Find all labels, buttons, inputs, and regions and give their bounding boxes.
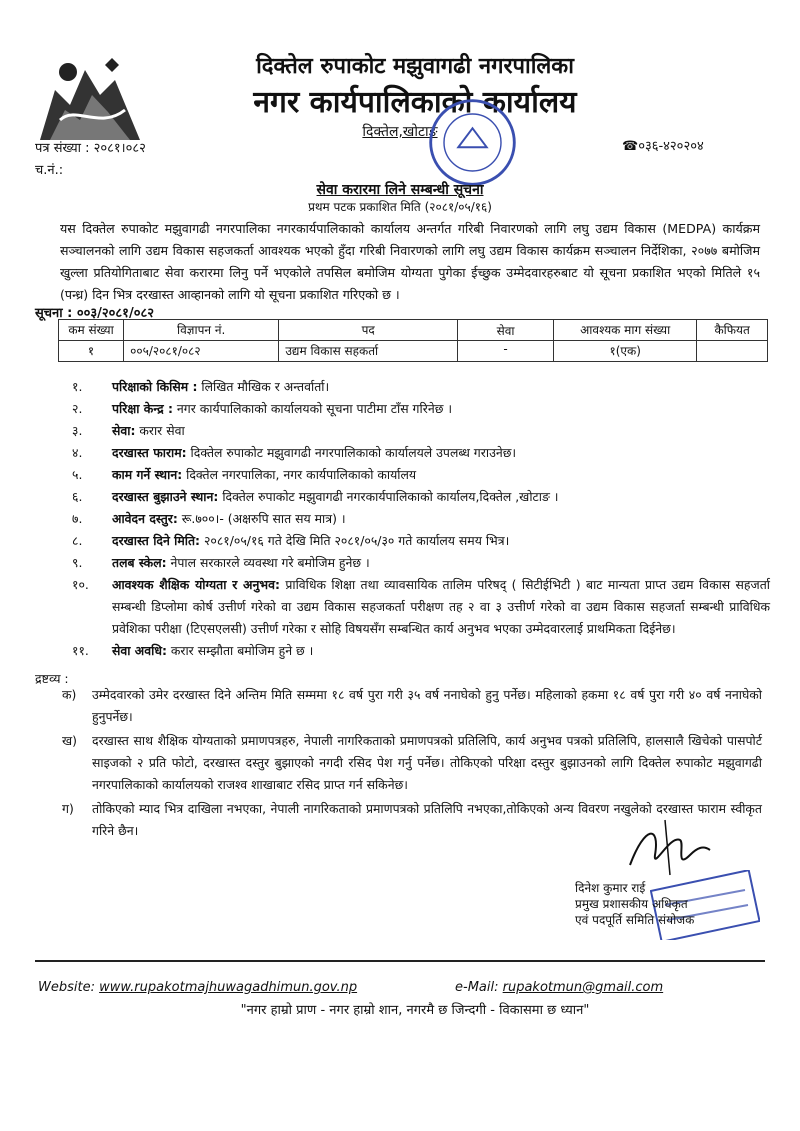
item-label: दरखास्त फाराम: [112,445,187,460]
reference-number: पत्र संख्या : २०८१।०८२ [35,141,146,156]
item-label: तलब स्केल: [112,555,167,570]
item-text: लिखित मौखिक र अन्तर्वार्ता। [201,379,330,394]
table-cell: १(एक) [554,341,697,362]
list-item [60,442,770,464]
dispatch-number: च.नं.: [35,163,64,178]
item-label: दरखास्त बुझाउने स्थान: [112,489,219,504]
notes-label: द्रष्टव्य : [35,671,69,686]
column-header: कैफियत [697,320,768,341]
item-label: सेवा अवधि: [112,643,167,658]
item-text: तोकिएको म्याद भित्र दाखिला नभएका, नेपाली नागरिकताको प्रमाणपत्रको प्रतिलिपि नभएका,तोकिएको अन्य विवरण नखुलेको दरखास्त फाराम स्वीकृत गरिने छैन। [92,801,762,838]
list-item [60,420,770,442]
email-link[interactable]: rupakotmun@gmail.com [502,980,664,995]
item-label: दरखास्त दिने मिति: [112,533,201,548]
item-number: ६. [72,489,83,504]
item-number: क) [62,687,77,702]
item-number: ग) [62,801,74,816]
item-label: काम गर्ने स्थान: [112,467,183,482]
table-cell [697,341,768,362]
column-header: आवश्यक माग संख्या [554,320,697,341]
list-item [60,464,770,486]
slogan: "नगर हाम्रो प्राण - नगर हाम्रो शान, नगरमै छ जिन्दगी - विकासमा छ ध्यान" [240,1003,590,1018]
table-cell: १ [59,341,124,362]
office-name: नगर कार्यपालिकाको कार्यालय [253,85,577,120]
email-label: e-Mail: [455,980,499,995]
item-text: नेपाल सरकारले व्यवस्था गरे बमोजिम हुनेछ । [170,555,370,570]
office-location: दिक्तेल,खोटाङ [362,124,438,140]
item-label: परिक्षाको किसिम : [112,379,198,394]
item-text: दिक्तेल नगरपालिका, नगर कार्यपालिकाको कार्यालय [186,467,417,482]
item-number: ख) [62,733,77,748]
item-number: १०. [72,577,89,592]
item-number: ३. [72,423,83,438]
item-number: ७. [72,511,83,526]
municipality-emblem-icon [30,50,150,150]
item-text: दरखास्त साथ शैक्षिक योग्यताको प्रमाणपत्रहरु, नेपाली नागरिकताको प्रमाणपत्रको प्रतिलिपि, कार्य अनुभव पत्रको प्रतिलिपि, हालसालै खिचेको पासपोर्ट साइजको २ प्रति फोटो, दरखास्त दस्तुर बुझाएको नगदी रसिद पेश गर्नु पर्नेछ। तोकिएको परिक्षा दस्तुर बुझाउनको लागि दिक्तेल रुपाकोट मझुवागढी नगरपालिकाको कार्यालयको राजश्व शाखाबाट रसिद प्राप्त गर्न सकिनेछ। [92,733,762,792]
column-header: विज्ञापन नं. [124,320,279,341]
list-item [60,508,770,530]
column-header: सेवा [458,320,554,341]
notice-title: सेवा करारमा लिने सम्बन्धी सूचना [316,182,484,198]
item-number: ९. [72,555,83,570]
list-item [60,376,770,398]
item-number: ११. [72,643,89,658]
table-header-row [59,320,768,341]
item-text: २०८१/०५/१६ गते देखि मिति २०८१/०५/३० गते कार्यालय समय भित्र। [203,533,510,548]
item-text: नगर कार्यपालिकाको कार्यालयको सूचना पाटीमा टाँस गरिनेछ । [176,401,453,416]
item-number: २. [72,401,83,416]
signatory-title-2: एवं पदपूर्ति समिति संयोजक [575,913,695,927]
item-number: ४. [72,445,83,460]
list-item [60,398,770,420]
footer-divider [35,960,765,962]
table-cell: ००५/२०८१/०८२ [124,341,279,362]
item-text: प्राविधिक शिक्षा तथा व्यावसायिक तालिम परिषद् ( सिटीईभिटी ) बाट मान्यता प्राप्त उद्यम विकास सहजर्ता सम्बन्धी डिप्लोमा कोर्ष उत्तीर्ण गरेको वा उद्यम विकास सहजकर्ता परीक्षण तह २ वा ३ उत्तीर्ण गरेको वा उद्यम विकास सहजर्ता सम्बन्धी प्राविधिक प्रवेशिका परीक्षा (टिएसएलसी) उत्तीर्ण गरेका र सोहि विषयसँग सम्बन्धित कार्य अनुभव भएका उम्मेदवारलाई प्राथमिकता दिईनेछ। [112,577,770,636]
intro-paragraph: यस दिक्तेल रुपाकोट मझुवागढी नगरपालिका नगरकार्यपालिकाको कार्यालय अन्तर्गत गरिबी निवारणको लागि लघु उद्यम विकास (MEDPA) कार्यक्रम सञ्चालनको लागि उद्यम विकास सहजकर्ता आवश्यक भएको हुँदा गरिबी निवारणको लागि लघु उद्यम विकास कार्यक्रम सञ्चालन निर्देशिका, २०७७ बमोजिम खुल्ला प्रतियोगिताबाट सेवा करारमा लिनु पर्ने भएकोले तपसिल बमोजिम योग्यता पुगेका ईच्छुक उम्मेदवारहरुबाट यो सूचना प्रकाशित भएको मितिले १५ (पन्ध्र) दिन भित्र दरखास्त आव्हानको लागि यो सूचना प्रकाशित गरिएको छ । [60,221,760,302]
vacancy-table [58,319,768,362]
list-item [62,730,762,796]
website-label: Website: [38,980,95,995]
item-number: १. [72,379,83,394]
item-text: करार सेवा [139,423,185,438]
signatory-name: दिनेश कुमार राई [575,881,646,895]
list-item [60,530,770,552]
signatory-title: प्रमुख प्रशासकीय अधिकृत [575,897,688,911]
publish-date: प्रथम पटक प्रकाशित मिति (२०८१/०५/१६) [308,200,492,214]
item-number: ८. [72,533,83,548]
list-item [60,486,770,508]
item-label: सेवा: [112,423,136,438]
list-item [60,552,770,574]
table-row [59,341,768,362]
column-header: पद [279,320,458,341]
item-number: ५. [72,467,83,482]
points-list [60,376,770,662]
item-text: करार सम्झौता बमोजिम हुने छ । [170,643,314,658]
org-name: दिक्तेल रुपाकोट मझुवागढी नगरपालिका [256,54,574,79]
item-text: दिक्तेल रुपाकोट मझुवागढी नगरपालिकाको कार्यालयले उपलब्ध गराउनेछ। [190,445,517,460]
list-item [60,574,770,640]
item-label: परिक्षा केन्द्र : [112,401,173,416]
notice-number: सूचना : ००३/२०८१/०८२ [35,306,154,321]
signatory-block [575,880,765,928]
list-item [62,684,762,728]
column-header: कम संख्या [59,320,124,341]
email-info [455,980,663,995]
item-label: आवश्यक शैक्षिक योग्यता र अनुभव: [112,577,280,592]
table-cell: उद्यम विकास सहकर्ता [279,341,458,362]
item-text: दिक्तेल रुपाकोट मझुवागढी नगरकार्यपालिकाको कार्यालय,दिक्तेल ,खोटाङ । [222,489,559,504]
website-link[interactable]: www.rupakotmajhuwagadhimun.gov.np [99,980,358,995]
website-info [38,980,357,995]
item-text: उम्मेदवारको उमेर दरखास्त दिने अन्तिम मिति सम्ममा १८ वर्ष पुरा गरी ३५ वर्ष ननाघेको हुनु पर्नेछ। महिलाको हकमा १८ वर्ष पुरा गरी ४० वर्ष ननाघेको हुनुपर्नेछ। [92,687,762,724]
table-cell: - [458,341,554,362]
phone-number: ☎०३६-४२०२०४ [622,139,704,154]
item-label: आवेदन दस्तुर: [112,511,178,526]
office-seal-icon [425,95,520,190]
list-item [60,640,770,662]
item-text: रू.७००।- (अक्षरुपि सात सय मात्र) । [181,511,346,526]
